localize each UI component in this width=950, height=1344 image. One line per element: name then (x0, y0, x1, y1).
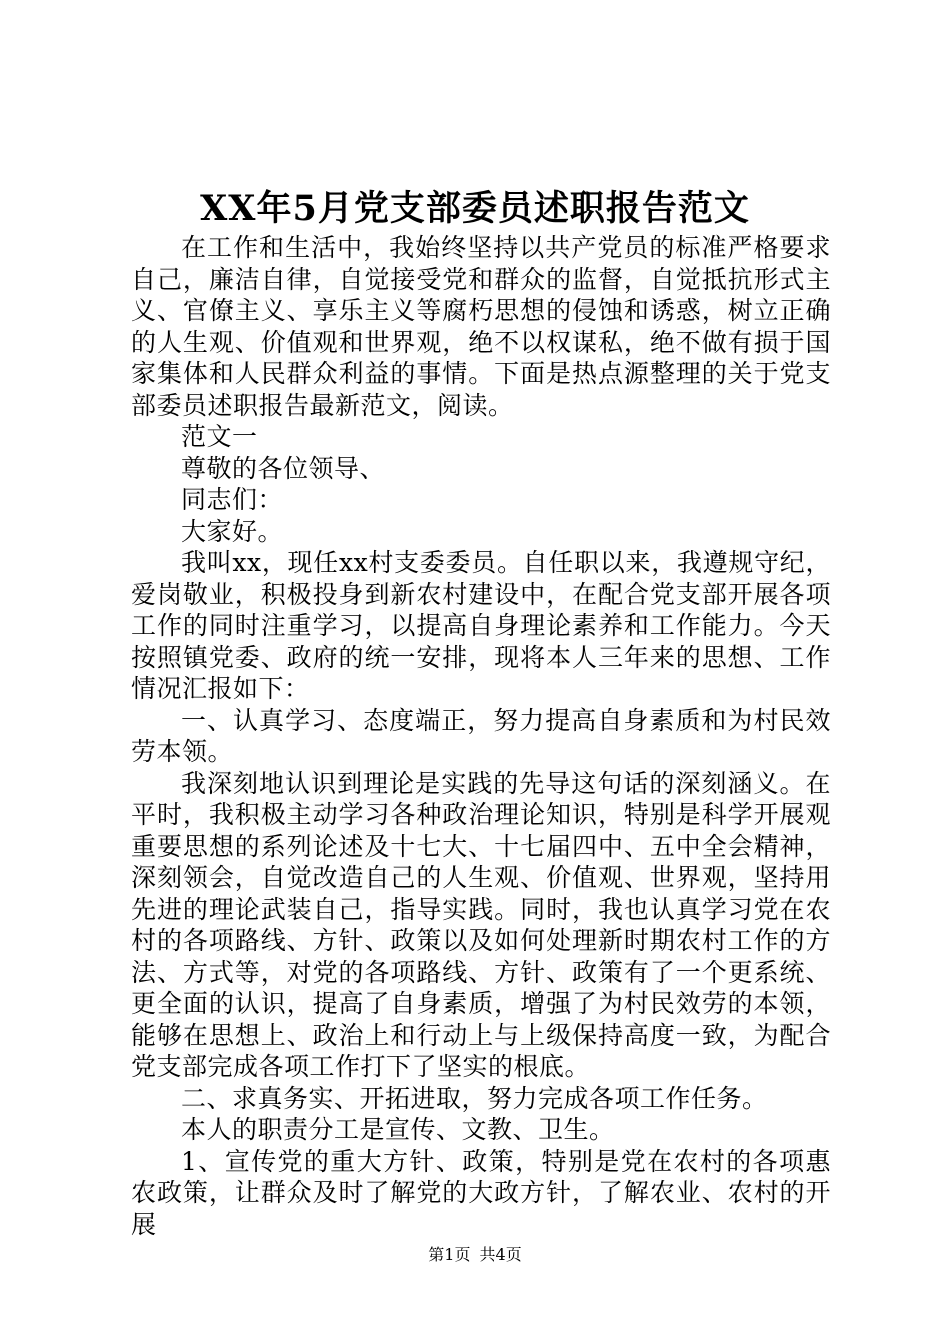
paragraph-study: 我深刻地认识到理论是实践的先导这句话的深刻涵义。在平时，我积极主动学习各种政治理论知识，特别是科学开展观重要思想的系列论述及十七大、十七届四中、五中全会精神，深刻领会，自觉改造自己的人生观、价值观、世界观，坚持用先进的理论武装自己，指导实践。同时，我也认真学习党在农村的各项路线、方针、政策以及如何处理新时期农村工作的方法、方式等，对党的各项路线、方针、政策有了一个更系统、更全面的认识，提高了自身素质，增强了为村民效劳的本领，能够在思想上、政治上和行动上与上级保持高度一致，为配合党支部完成各项工作打下了坚实的根底。 (131, 768, 831, 1081)
document-body (131, 232, 831, 1240)
page-number: 第1页 (428, 1245, 471, 1264)
section-heading-work: 二、求真务实、开拓进取，努力完成各项工作任务。 (181, 1083, 768, 1113)
page-total: 共4页 (479, 1245, 522, 1264)
document-title: XX年5月党支部委员述职报告范文 (200, 188, 750, 229)
paragraph-duties: 本人的职责分工是宣传、文教、卫生。 (181, 1115, 615, 1144)
paragraph-salutation-leaders: 尊敬的各位领导、 (181, 453, 386, 483)
page-footer (0, 1244, 950, 1266)
paragraph-self-introduction: 我叫xx，现任xx村支委委员。自任职以来，我遵规守纪，爱岗敬业，积极投身到新农村建设中，在配合党支部开展各项工作的同时注重学习，以提高自身理论素养和工作能力。今天按照镇党委、政府的统一安排，现将本人三年来的思想、工作情况汇报如下： (131, 548, 831, 703)
paragraph-intro: 在工作和生活中，我始终坚持以共产党员的标准严格要求自己，廉洁自律，自觉接受党和群众的监督，自觉抵抗形式主义、官僚主义、享乐主义等腐朽思想的侵蚀和诱惑，树立正确的人生观、价值观和世界观，绝不以权谋私，绝不做有损于国家集体和人民群众利益的事情。下面是热点源整理的关于党支部委员述职报告最新范文，阅读。 (131, 233, 831, 420)
paragraph-salutation-comrades: 同志们： (181, 485, 284, 514)
paragraph-item-1: 1、宣传党的重大方针、政策，特别是党在农村的各项惠农政策，让群众及时了解党的大政方针，了解农业、农村的开展 (131, 1146, 831, 1239)
paragraph-sample-heading: 范文一 (181, 422, 258, 451)
section-heading-study: 一、认真学习、态度端正，努力提高自身素质和为村民效劳本领。 (131, 705, 831, 766)
paragraph-greeting: 大家好。 (181, 516, 284, 546)
